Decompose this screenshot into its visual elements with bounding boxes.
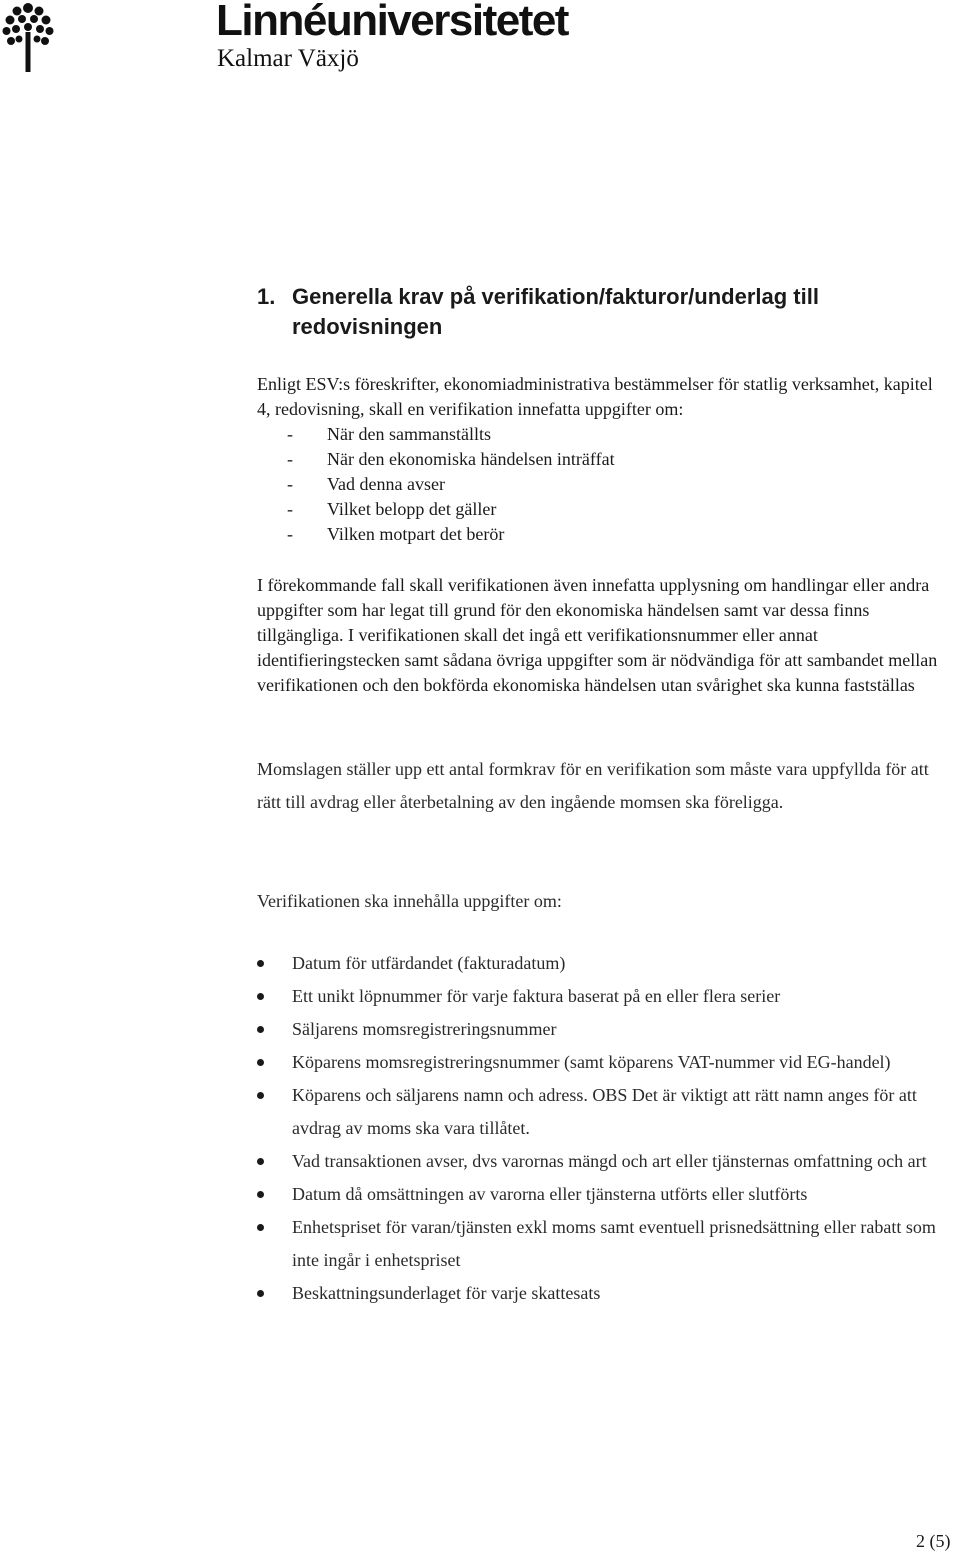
bullet-dot-icon: [257, 1092, 264, 1099]
bullet-text: Köparens momsregistreringsnummer (samt köparens VAT-nummer vid EG-handel): [292, 1052, 891, 1072]
list-item: [287, 497, 615, 522]
list-item-text: Vilket belopp det gäller: [327, 499, 497, 519]
bullet-text: Datum för utfärdandet (fakturadatum): [292, 953, 566, 973]
bullet-dot-icon: [257, 960, 264, 967]
dash-marker: -: [287, 474, 293, 494]
section-number: 1.: [257, 284, 276, 309]
dash-marker: -: [287, 449, 293, 469]
bullet-item: [257, 1178, 937, 1211]
bullet-item: [257, 1013, 937, 1046]
bullet-text: Beskattningsunderlaget för varje skattesats: [292, 1283, 601, 1303]
list-item: [287, 522, 615, 547]
bullet-item: [257, 1211, 937, 1277]
bullet-dot-icon: [257, 1290, 264, 1297]
section-title: Generella krav på verifikation/fakturor/underlag till redovisningen: [292, 284, 819, 339]
bullet-item: [257, 1145, 937, 1178]
bullet-dot-icon: [257, 1158, 264, 1165]
list-item-text: När den sammanställts: [327, 424, 491, 444]
bullet-text: Enhetspriset för varan/tjänsten exkl moms samt eventuell prisnedsättning eller rabatt som inte ingår i enhetspriset: [292, 1217, 936, 1270]
bullet-dot-icon: [257, 1191, 264, 1198]
bullet-item: [257, 1046, 937, 1079]
paragraph-verification-info: I förekommande fall skall verifikationen även innefatta upplysning om handlingar eller andra uppgifter som har legat till grund för den ekonomiska händelsen samt var dessa finns tillgängliga. I verifikationen skall det ingå ett verifikationsnummer eller annat identifieringstecken samt sådana övriga uppgifter som är nödvändiga för att sambandet mellan verifikationen och den bokförda ekonomiska händelsen utan svårighet ska kunna fastställas: [257, 575, 938, 695]
logo-name: Linnéuniversitetet: [216, 0, 568, 45]
section-heading: [257, 282, 917, 342]
bullet-list: [257, 947, 937, 1310]
paragraph-requirements-lead: Verifikationen ska innehålla uppgifter om:: [257, 891, 562, 911]
list-item: [287, 447, 615, 472]
logo-subtitle: Kalmar Växjö: [217, 45, 359, 72]
paragraph-vat-law: Momslagen ställer upp ett antal formkrav för en verifikation som måste vara uppfyllda för att rätt till avdrag eller återbetalning av den ingående momsen ska föreligga.: [257, 759, 929, 812]
bullet-dot-icon: [257, 1224, 264, 1231]
page-number: 2 (5): [916, 1531, 951, 1551]
bullet-text: Säljarens momsregistreringsnummer: [292, 1019, 557, 1039]
bullet-dot-icon: [257, 993, 264, 1000]
bullet-text: Ett unikt löpnummer för varje faktura baserat på en eller flera serier: [292, 986, 781, 1006]
bullet-item: [257, 1079, 937, 1145]
bullet-text: Datum då omsättningen av varorna eller tjänsterna utförts eller slutförts: [292, 1184, 808, 1204]
list-item: [287, 422, 615, 447]
bullet-text: Köparens och säljarens namn och adress. OBS Det är viktigt att rätt namn anges för att avdrag av moms ska vara tillåtet.: [292, 1085, 917, 1138]
bullet-item: [257, 980, 937, 1013]
dash-marker: -: [287, 424, 293, 444]
list-item-text: Vad denna avser: [327, 474, 445, 494]
bullet-item: [257, 947, 937, 980]
tree-icon: [2, 2, 54, 72]
bullet-text: Vad transaktionen avser, dvs varornas mängd och art eller tjänsternas omfattning och art: [292, 1151, 927, 1171]
bullet-item: [257, 1277, 937, 1310]
list-item-text: När den ekonomiska händelsen inträffat: [327, 449, 615, 469]
intro-paragraph: Enligt ESV:s föreskrifter, ekonomiadministrativa bestämmelser för statlig verksamhet, kapitel 4, redovisning, skall en verifikation innefatta uppgifter om:: [257, 374, 933, 419]
dash-marker: -: [287, 499, 293, 519]
list-item-text: Vilken motpart det berör: [327, 524, 505, 544]
bullet-dot-icon: [257, 1026, 264, 1033]
list-item: [287, 472, 615, 497]
dash-list: [287, 422, 615, 547]
dash-marker: -: [287, 524, 293, 544]
university-logo: [0, 0, 620, 80]
bullet-dot-icon: [257, 1059, 264, 1066]
